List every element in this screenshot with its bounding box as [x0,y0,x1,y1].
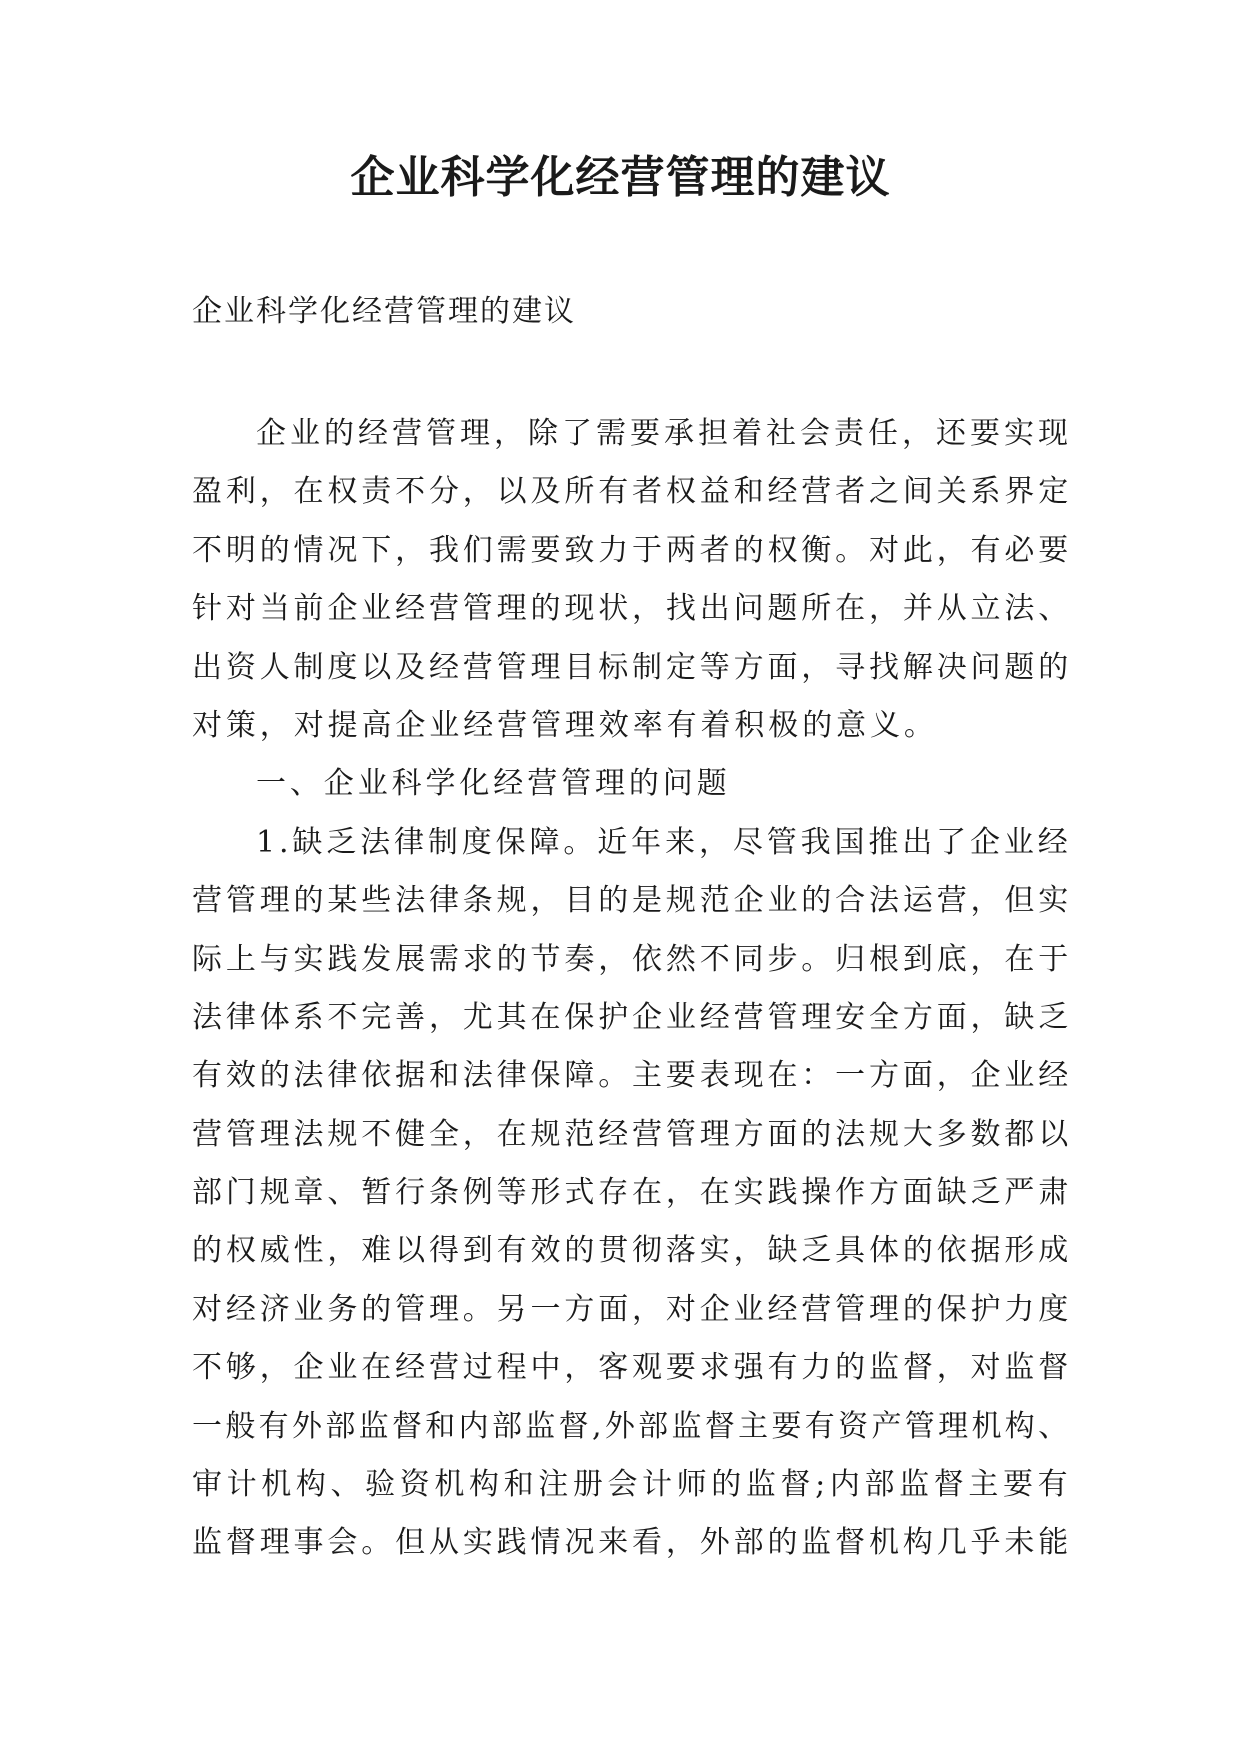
text-line: 法律体系不完善，尤其在保护企业经营管理安全方面，缺乏 [192,999,1073,1035]
text-line: 营管理法规不健全，在规范经营管理方面的法规大多数都以 [192,1116,1073,1152]
text-line: 监督理事会。但从实践情况来看，外部的监督机构几乎未能 [192,1525,1073,1561]
text-line: 企业的经营管理，除了需要承担着社会责任，还要实现 [256,416,1072,451]
text-line: 部门规章、暂行条例等形式存在，在实践操作方面缺乏严肃 [192,1175,1073,1211]
document-title: 企业科学化经营管理的建议 [350,152,891,203]
text-line: 1.缺乏法律制度保障。近年来，尽管我国推出了企业经 [256,824,1072,860]
text-line: 对经济业务的管理。另一方面，对企业经营管理的保护力度 [192,1291,1073,1327]
text-line: 审计机构、验资机构和注册会计师的监督;内部监督主要有 [192,1467,1073,1503]
text-line: 营管理的某些法律条规，目的是规范企业的合法运营，但实 [192,883,1073,919]
text-line: 不够，企业在经营过程中，客观要求强有力的监督，对监督 [192,1350,1073,1386]
text-line: 一、企业科学化经营管理的问题 [256,766,731,802]
document-body [192,405,1072,1573]
text-line: 出资人制度以及经营管理目标制定等方面，寻找解决问题的 [192,649,1073,685]
text-line: 对策，对提高企业经营管理效率有着积极的意义。 [192,707,938,743]
text-line: 盈利，在权责不分，以及所有者权益和经营者之间关系界定 [192,474,1073,510]
text-line: 际上与实践发展需求的节奏，依然不同步。归根到底，在于 [192,941,1073,977]
text-line: 一般有外部监督和内部监督,外部监督主要有资产管理机构、 [192,1408,1072,1444]
document-subtitle: 企业科学化经营管理的建议 [192,294,576,329]
text-line: 有效的法律依据和法律保障。主要表现在：一方面，企业经 [192,1058,1073,1094]
text-line: 的权威性，难以得到有效的贯彻落实，缺乏具体的依据形成 [192,1233,1073,1269]
text-line: 针对当前企业经营管理的现状，找出问题所在，并从立法、 [192,591,1073,627]
text-line: 不明的情况下，我们需要致力于两者的权衡。对此，有必要 [192,532,1073,568]
